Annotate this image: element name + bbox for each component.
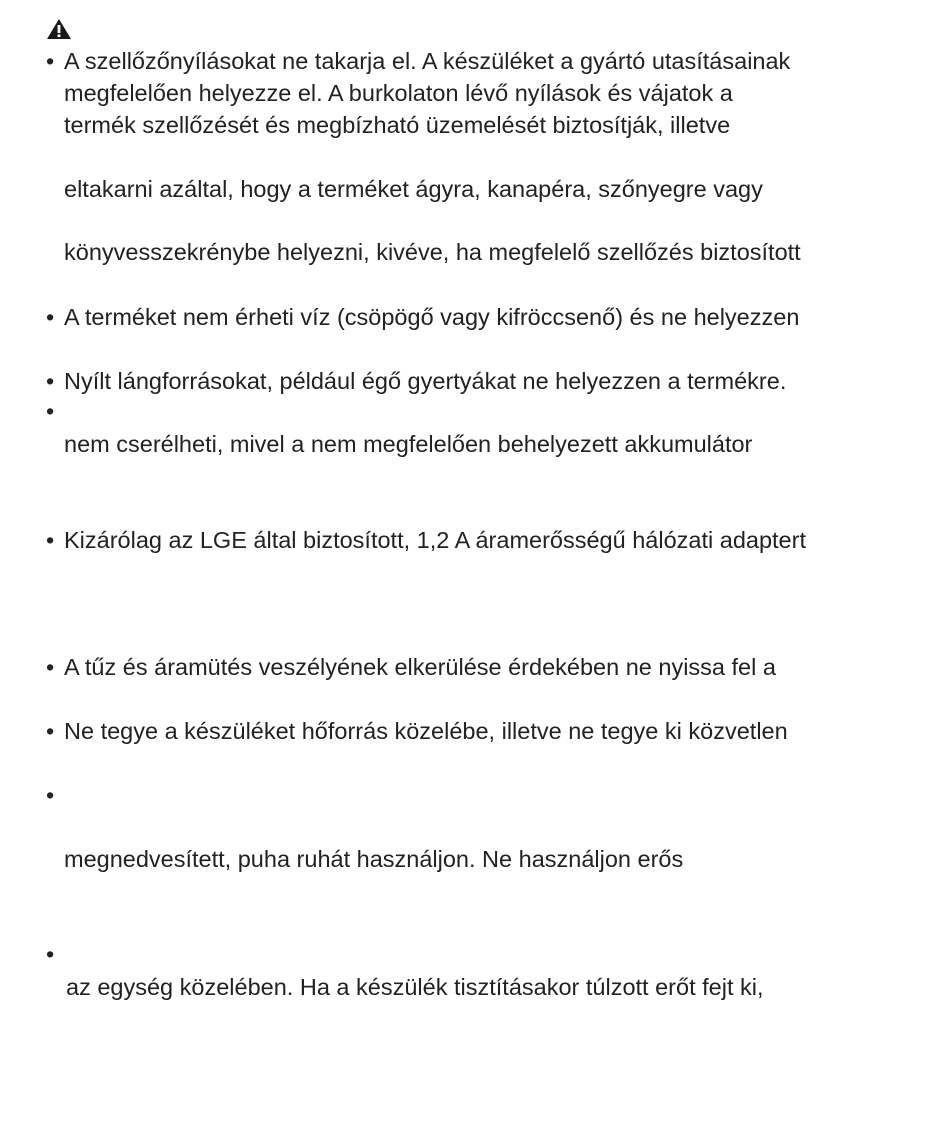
paragraph-line: Ne tegye a készüléket hőforrás közelébe, illetve ne tegye ki közvetlen xyxy=(64,718,788,744)
paragraph-line: A szellőzőnyílásokat ne takarja el. A készüléket a gyártó utasításainak xyxy=(64,48,791,74)
list-bullet: • xyxy=(46,398,55,424)
paragraph-line: eltakarni azáltal, hogy a terméket ágyra, kanapéra, szőnyegre vagy xyxy=(64,176,763,202)
list-bullet: • xyxy=(46,782,55,808)
paragraph-line: könyvesszekrénybe helyezni, kivéve, ha megfelelő szellőzés biztosított xyxy=(64,239,801,265)
list-bullet: • xyxy=(46,654,55,680)
paragraph-line: az egység közelében. Ha a készülék tisztításakor túlzott erőt fejt ki, xyxy=(66,974,764,1000)
paragraph-line: megfelelően helyezze el. A burkolaton lévő nyílások és vájatok a xyxy=(64,80,733,106)
paragraph-line: Kizárólag az LGE által biztosított, 1,2 A áramerősségű hálózati adaptert xyxy=(64,527,806,553)
list-bullet: • xyxy=(46,48,55,74)
paragraph-line: termék szellőzését és megbízható üzemelését biztosítják, illetve xyxy=(64,112,731,138)
list-bullet: • xyxy=(46,368,55,394)
warning-triangle-icon xyxy=(46,18,72,40)
list-bullet: • xyxy=(46,941,55,967)
list-bullet: • xyxy=(46,718,55,744)
paragraph-line: nem cserélheti, mivel a nem megfelelően behelyezett akkumulátor xyxy=(64,431,753,457)
paragraph-line: Nyílt lángforrásokat, például égő gyertyákat ne helyezzen a termékre. xyxy=(64,368,787,394)
paragraph-line: A terméket nem érheti víz (csöpögő vagy kifröccsenő) és ne helyezzen xyxy=(64,304,800,330)
list-bullet: • xyxy=(46,304,55,330)
paragraph-line: A tűz és áramütés veszélyének elkerülése érdekében ne nyissa fel a xyxy=(64,654,776,680)
paragraph-line: megnedvesített, puha ruhát használjon. Ne használjon erős xyxy=(64,846,684,872)
list-bullet: • xyxy=(46,527,55,553)
